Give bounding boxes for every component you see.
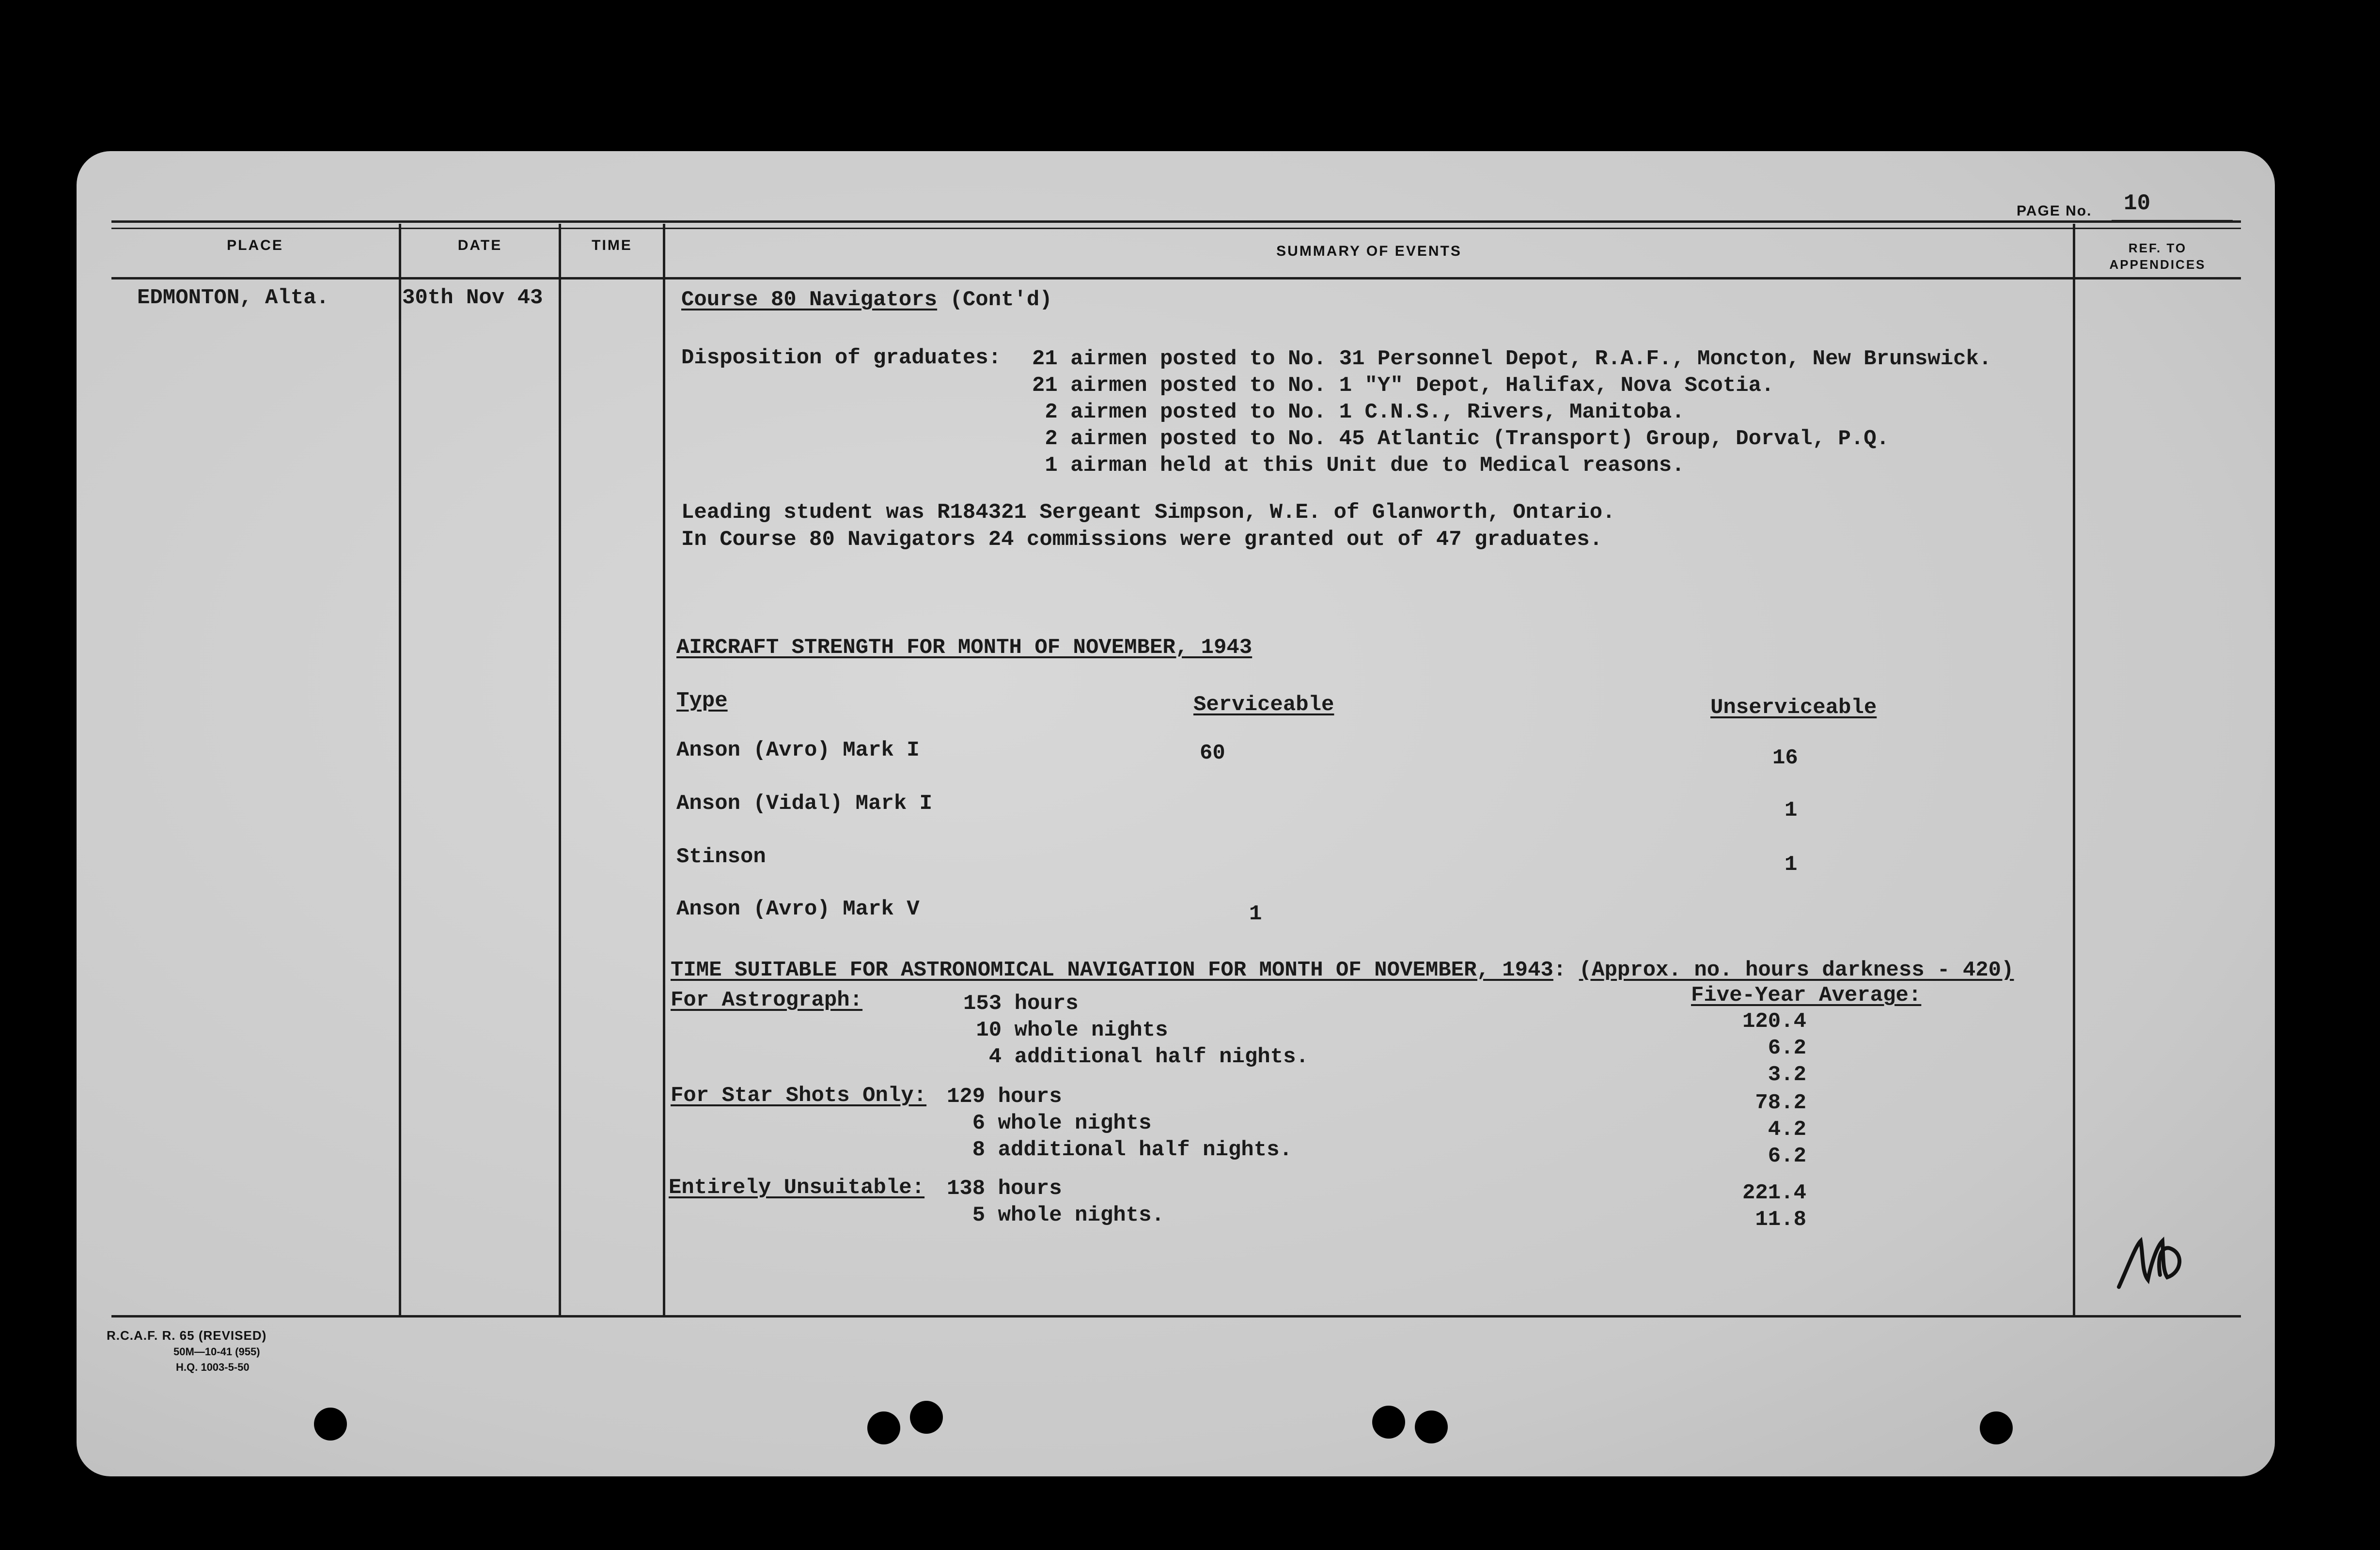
course-cont: (Cont'd) [937, 288, 1052, 312]
average-value: 4.2 [1768, 1117, 1806, 1142]
astro-line: 138 hours [947, 1177, 1062, 1201]
astro-approx: (Approx. no. hours darkness - 420) [1579, 958, 2014, 982]
leading-student-note: Leading student was R184321 Sergeant Simpson, W.E. of Glanworth, Ontario. [681, 500, 1615, 525]
average-value: 221.4 [1742, 1181, 1806, 1205]
astro-line: 129 hours [947, 1085, 1062, 1109]
aircraft-row-serviceable: 1 [1249, 902, 1262, 926]
astro-line: 8 additional half nights. [947, 1138, 1292, 1162]
form-hq-code: H.Q. 1003-5-50 [176, 1361, 250, 1373]
course-notes [681, 499, 1615, 553]
aircraft-col-unserviceable: Unserviceable [1710, 696, 1877, 720]
handwritten-initials-icon [2114, 1226, 2187, 1294]
punch-hole [1980, 1411, 2013, 1444]
form-print-code: 50M—10-41 (955) [173, 1346, 260, 1358]
astro-line: 6 whole nights [947, 1111, 1152, 1135]
disposition-line: 21 airmen posted to No. 1 "Y" Depot, Halifax, Nova Scotia. [1032, 373, 1774, 398]
astro-heading [671, 958, 2014, 982]
entry-place: EDMONTON, Alta. [137, 286, 329, 310]
summary-ref-divider [2073, 224, 2075, 1318]
disposition-line: 2 airmen posted to No. 1 C.N.S., Rivers, Manitoba. [1032, 400, 1685, 424]
disposition-label: Disposition of graduates: [681, 346, 1002, 370]
course-heading [681, 288, 1052, 312]
header-date: DATE [457, 237, 502, 253]
astro-line: 4 additional half nights. [963, 1045, 1309, 1069]
header-place: PLACE [227, 237, 283, 253]
astro-line: 10 whole nights [963, 1018, 1168, 1042]
table-top-rule-inner [111, 228, 2241, 229]
punch-hole [314, 1408, 347, 1441]
disposition-line: 1 airman held at this Unit due to Medical reasons. [1032, 453, 1685, 478]
page-number: 10 [2124, 191, 2151, 216]
header-ref: REF. TO APPENDICES [2109, 241, 2206, 272]
course-title: Course 80 Navigators [681, 288, 938, 312]
table-bottom-rule [111, 1315, 2241, 1318]
aircraft-row-unserviceable: 16 [1772, 746, 1798, 770]
entirely-unsuitable-averages [1690, 1180, 1806, 1233]
page-number-label: PAGE No. [2017, 203, 2092, 219]
aircraft-row-type: Stinson [676, 845, 766, 869]
disposition-line: 21 airmen posted to No. 31 Personnel Depot, R.A.F., Moncton, New Brunswick. [1032, 347, 1992, 371]
star-shots-lines [947, 1084, 1292, 1163]
punch-hole [910, 1401, 943, 1434]
average-value: 11.8 [1755, 1208, 1806, 1232]
header-summary: SUMMARY OF EVENTS [1276, 243, 1462, 259]
average-value: 120.4 [1742, 1009, 1806, 1034]
time-summary-divider [663, 224, 665, 1318]
header-time: TIME [592, 237, 632, 253]
five-year-average-label: Five-Year Average: [1691, 983, 1922, 1008]
star-shots-averages [1690, 1090, 1806, 1170]
aircraft-row-type: Anson (Avro) Mark V [676, 897, 920, 921]
table-top-rule [111, 220, 2241, 223]
header-bottom-rule [111, 277, 2241, 279]
aircraft-col-serviceable: Serviceable [1193, 693, 1334, 717]
date-time-divider [559, 224, 561, 1318]
place-date-divider [399, 224, 401, 1318]
aircraft-strength-title: AIRCRAFT STRENGTH FOR MONTH OF NOVEMBER, 1943 [676, 636, 1253, 660]
aircraft-col-type: Type [676, 689, 728, 713]
record-card [77, 151, 2275, 1476]
disposition-list [1032, 346, 1991, 479]
star-shots-label: For Star Shots Only: [671, 1084, 927, 1108]
average-value: 6.2 [1768, 1036, 1806, 1060]
average-value: 6.2 [1768, 1144, 1806, 1168]
entirely-unsuitable-lines [947, 1176, 1164, 1229]
average-value: 3.2 [1768, 1063, 1806, 1087]
average-value: 78.2 [1755, 1091, 1806, 1115]
commissions-note: In Course 80 Navigators 24 commissions were granted out of 47 graduates. [681, 527, 1603, 552]
aircraft-row-type: Anson (Vidal) Mark I [676, 791, 933, 816]
astro-line: 5 whole nights. [947, 1203, 1164, 1227]
punch-hole [867, 1411, 900, 1444]
disposition-line: 2 airmen posted to No. 45 Atlantic (Transport) Group, Dorval, P.Q. [1032, 427, 1890, 451]
astrograph-label: For Astrograph: [671, 988, 863, 1012]
entirely-unsuitable-label: Entirely Unsuitable: [669, 1176, 925, 1200]
astrograph-lines [963, 991, 1309, 1070]
punch-hole [1415, 1410, 1448, 1443]
aircraft-row-unserviceable: 1 [1785, 852, 1798, 877]
astrograph-averages [1690, 1008, 1806, 1088]
aircraft-row-type: Anson (Avro) Mark I [676, 738, 920, 762]
form-number: R.C.A.F. R. 65 (REVISED) [107, 1328, 267, 1343]
aircraft-row-unserviceable: 1 [1785, 798, 1798, 822]
astro-title: TIME SUITABLE FOR ASTRONOMICAL NAVIGATION FOR MONTH OF NOVEMBER, 1943 [671, 958, 1553, 982]
astro-line: 153 hours [963, 992, 1079, 1016]
punch-hole [1372, 1406, 1405, 1439]
astro-title-colon: : [1553, 958, 1566, 982]
aircraft-row-serviceable: 60 [1200, 741, 1225, 765]
entry-date: 30th Nov 43 [402, 286, 543, 310]
